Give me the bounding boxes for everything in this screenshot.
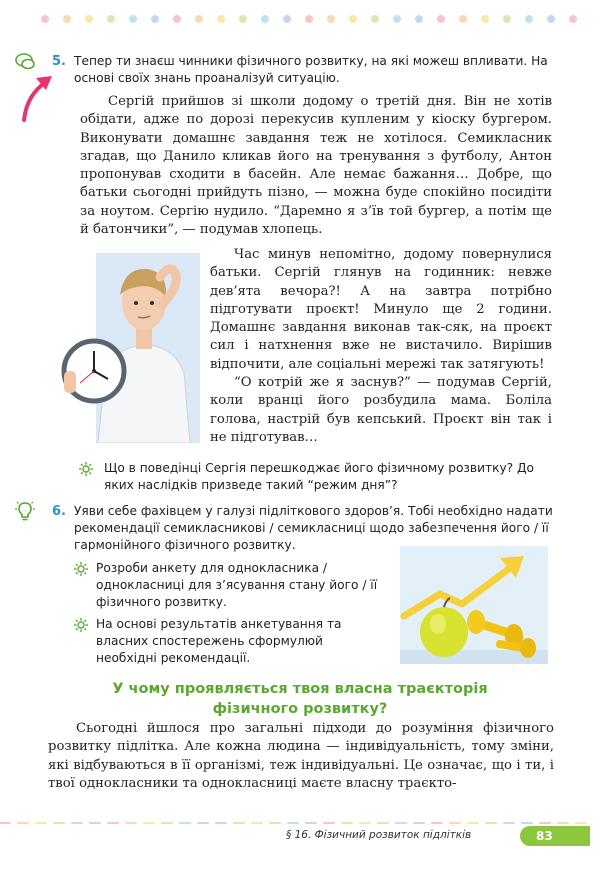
task-6-number: 6. bbox=[52, 504, 66, 519]
final-paragraph: Сьогодні йшлося про загальні підходи до розуміння фізичного розвитку підлітка. Але кожна людина — індивідуальність, тому зміни, які відбуваються в її організмі, теж індивідуальні. Це означає, що і ти, і твої однокласники та однокласниці маєте власну траєкто- bbox=[48, 721, 554, 791]
sun-bullet-icon bbox=[74, 562, 88, 576]
question-5: Що в поведінці Сергія перешкоджає його фізичному розвитку? До яких наслідків призведе такий “режим дня”? bbox=[104, 461, 535, 492]
page-number-badge bbox=[520, 826, 590, 846]
boy-with-clock-illustration bbox=[58, 253, 200, 443]
task-6-bullet-1: Розроби анкету для однокласника / однокласниці для з’ясування стану його / її фізичного розвитку. bbox=[96, 561, 378, 609]
pink-arrow-icon bbox=[12, 72, 54, 122]
story-paragraphs-2-3: Час минув непомітно, додому повернулися батьки. Сергій глянув на годинник: невже дев’ята вечора?! А на завтра потрібно підготувати проєкт! Минуло ще 2 години. Домашнє завдання виконав так-сяк, на проєкт сил і натхнення вже не вистачило. Вирішив відпочити, але соціальні мережі так затягують! “О котрій же я заснув?” — подумав Сергій, коли вранці його розбудила мама. Боліла голова, настрій був кепський. Проєкт він так і не підготував… bbox=[210, 247, 552, 445]
task-5-text: Тепер ти знаєш чинники фізичного розвитку, на які можеш впливати. На основі своїх знань проаналізуй ситуацію. bbox=[74, 54, 548, 85]
footer-chapter-title: § 16. Фізичний розвиток підлітків bbox=[286, 829, 472, 841]
sun-bullet-icon bbox=[79, 462, 93, 476]
footer-dash-border bbox=[0, 820, 600, 826]
page-number: 83 bbox=[536, 829, 553, 843]
section-heading: У чому проявляється твоя власна траєкторія фізичного розвитку? bbox=[112, 681, 488, 717]
story-paragraph-1: Сергій прийшов зі школи додому о третій дня. Він не хотів обідати, адже по дорозі перекусив купленим у кіоску бургером. Виконувати домашнє завдання теж не хотілося. Семикласник згадав, що Данило кликав його на тренування з футболу, Антон пропонував сходити в басейн. Але немає бажання… Добре, що батьки сьогодні прийдуть пізно, — можна буде спокійно посидіти за ноутом. Сергію нудило. “Даремно я з’їв той бургер, а потім ще й батончики”, — подумав хлопець. bbox=[80, 94, 552, 238]
chat-bubbles-icon bbox=[14, 51, 36, 73]
top-dot-border bbox=[40, 14, 580, 24]
lightbulb-icon bbox=[14, 500, 36, 522]
task-6-bullet-2: На основі результатів анкетування та власних спостережень сформулюй необхідні рекомендації. bbox=[96, 617, 342, 665]
apple-dumbbells-illustration bbox=[400, 546, 548, 664]
task-5-number: 5. bbox=[52, 54, 66, 69]
sun-bullet-icon bbox=[74, 618, 88, 632]
task-6-text: Уяви себе фахівцем у галузі підліткового здоров’я. Тобі необхідно надати рекомендації семикласникові / семикласниці щодо забезпечення його / її гармонійного фізичного розвитку. bbox=[74, 504, 553, 552]
